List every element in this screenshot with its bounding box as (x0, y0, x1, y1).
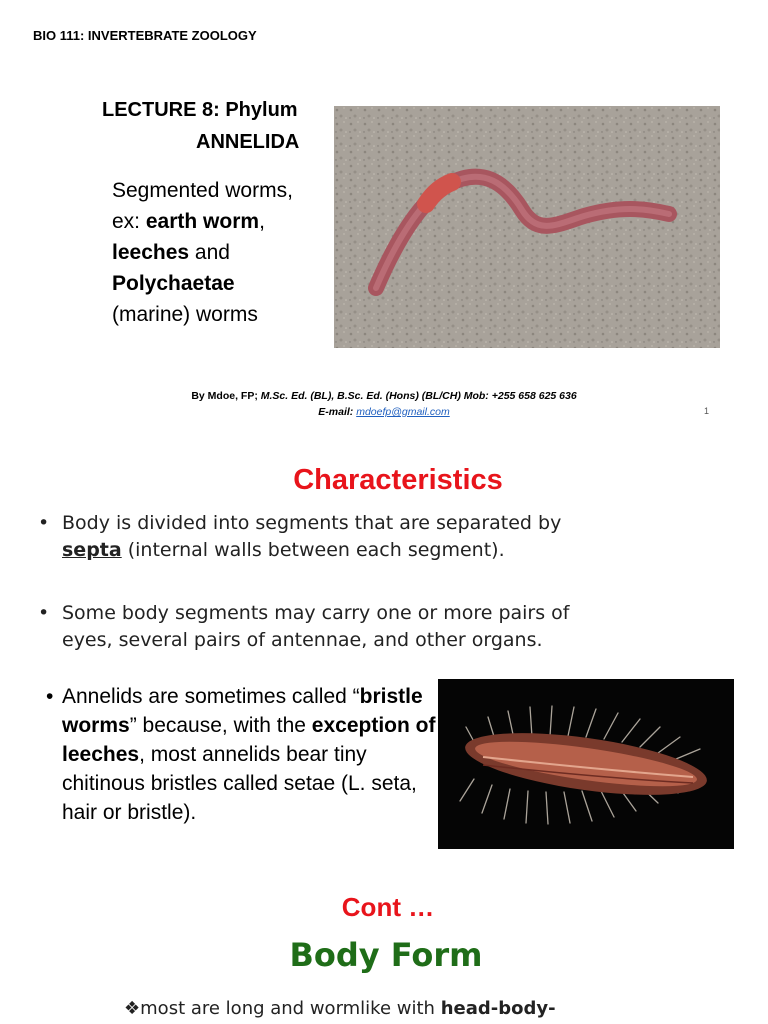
bullet-dot: • (38, 602, 50, 624)
bullet-bristle-worms (46, 682, 436, 827)
bullet-text-part: Body is divided into segments that are separated by (62, 512, 562, 534)
bullet-dot: • (38, 512, 50, 534)
bullet-text-part: , most annelids bear tiny chitinous bristles called setae (L. seta, hair or bristle). (62, 743, 417, 824)
earthworm-photo (334, 106, 720, 348)
bullet-text-part: (internal walls between each segment). (121, 539, 505, 561)
diamond-bullet-icon: ❖ (124, 998, 141, 1019)
septa-term: septa (62, 539, 122, 561)
bullet-text (62, 682, 436, 827)
bullet-dot: • (46, 685, 54, 708)
intro-text-part: Segmented worms, ex: (112, 179, 293, 233)
course-title: BIO 111: INVERTEBRATE ZOOLOGY (33, 28, 257, 43)
bullet-text: Some body segments may carry one or more pairs of eyes, several pairs of antennae, and other organs. (62, 602, 570, 651)
lecture-title-line2: ANNELIDA (196, 131, 300, 153)
author-line (0, 390, 768, 402)
bristleworm-photo (438, 679, 734, 849)
email-line (0, 406, 768, 418)
bullet-text-part: Annelids are sometimes called “ (62, 685, 360, 708)
bullet-text (62, 510, 598, 564)
email-link[interactable]: mdoefp@gmail.com (356, 406, 450, 418)
intro-text-part: and (189, 241, 230, 264)
cont-heading: Cont … (341, 892, 435, 922)
intro-term-polychaetae: Polychaetae (112, 272, 235, 295)
lecture-title-line1: LECTURE 8: Phylum (102, 99, 298, 121)
bullet-septa (38, 510, 598, 564)
intro-term-leeches: leeches (112, 241, 190, 264)
bristle-worms-term: bristle worms (62, 685, 423, 737)
author-details: M.Sc. Ed. (BL), B.Sc. Ed. (Hons) (BL/CH) Mob: +255 658 625 636 (260, 390, 577, 402)
intro-text (112, 175, 312, 330)
body-form-heading: Body Form (289, 936, 483, 974)
body-form-bullet-text: most are long and wormlike with (140, 998, 441, 1019)
body-form-bullet (124, 998, 556, 1019)
email-label: E-mail: (318, 406, 357, 418)
head-body-term: head-body- (440, 998, 556, 1019)
bullet-segments-organs (38, 600, 598, 654)
intro-text-part: (marine) worms (112, 303, 258, 326)
page-number: 1 (704, 406, 710, 416)
intro-term-earthworm: earth worm (145, 210, 260, 233)
characteristics-heading: Characteristics (293, 464, 503, 496)
exception-leeches-term: exception of leeches (62, 714, 436, 766)
author-name: By Mdoe, FP; (191, 390, 261, 402)
bullet-text-part: ” because, with the (129, 714, 312, 737)
intro-text-part: , (259, 210, 265, 233)
